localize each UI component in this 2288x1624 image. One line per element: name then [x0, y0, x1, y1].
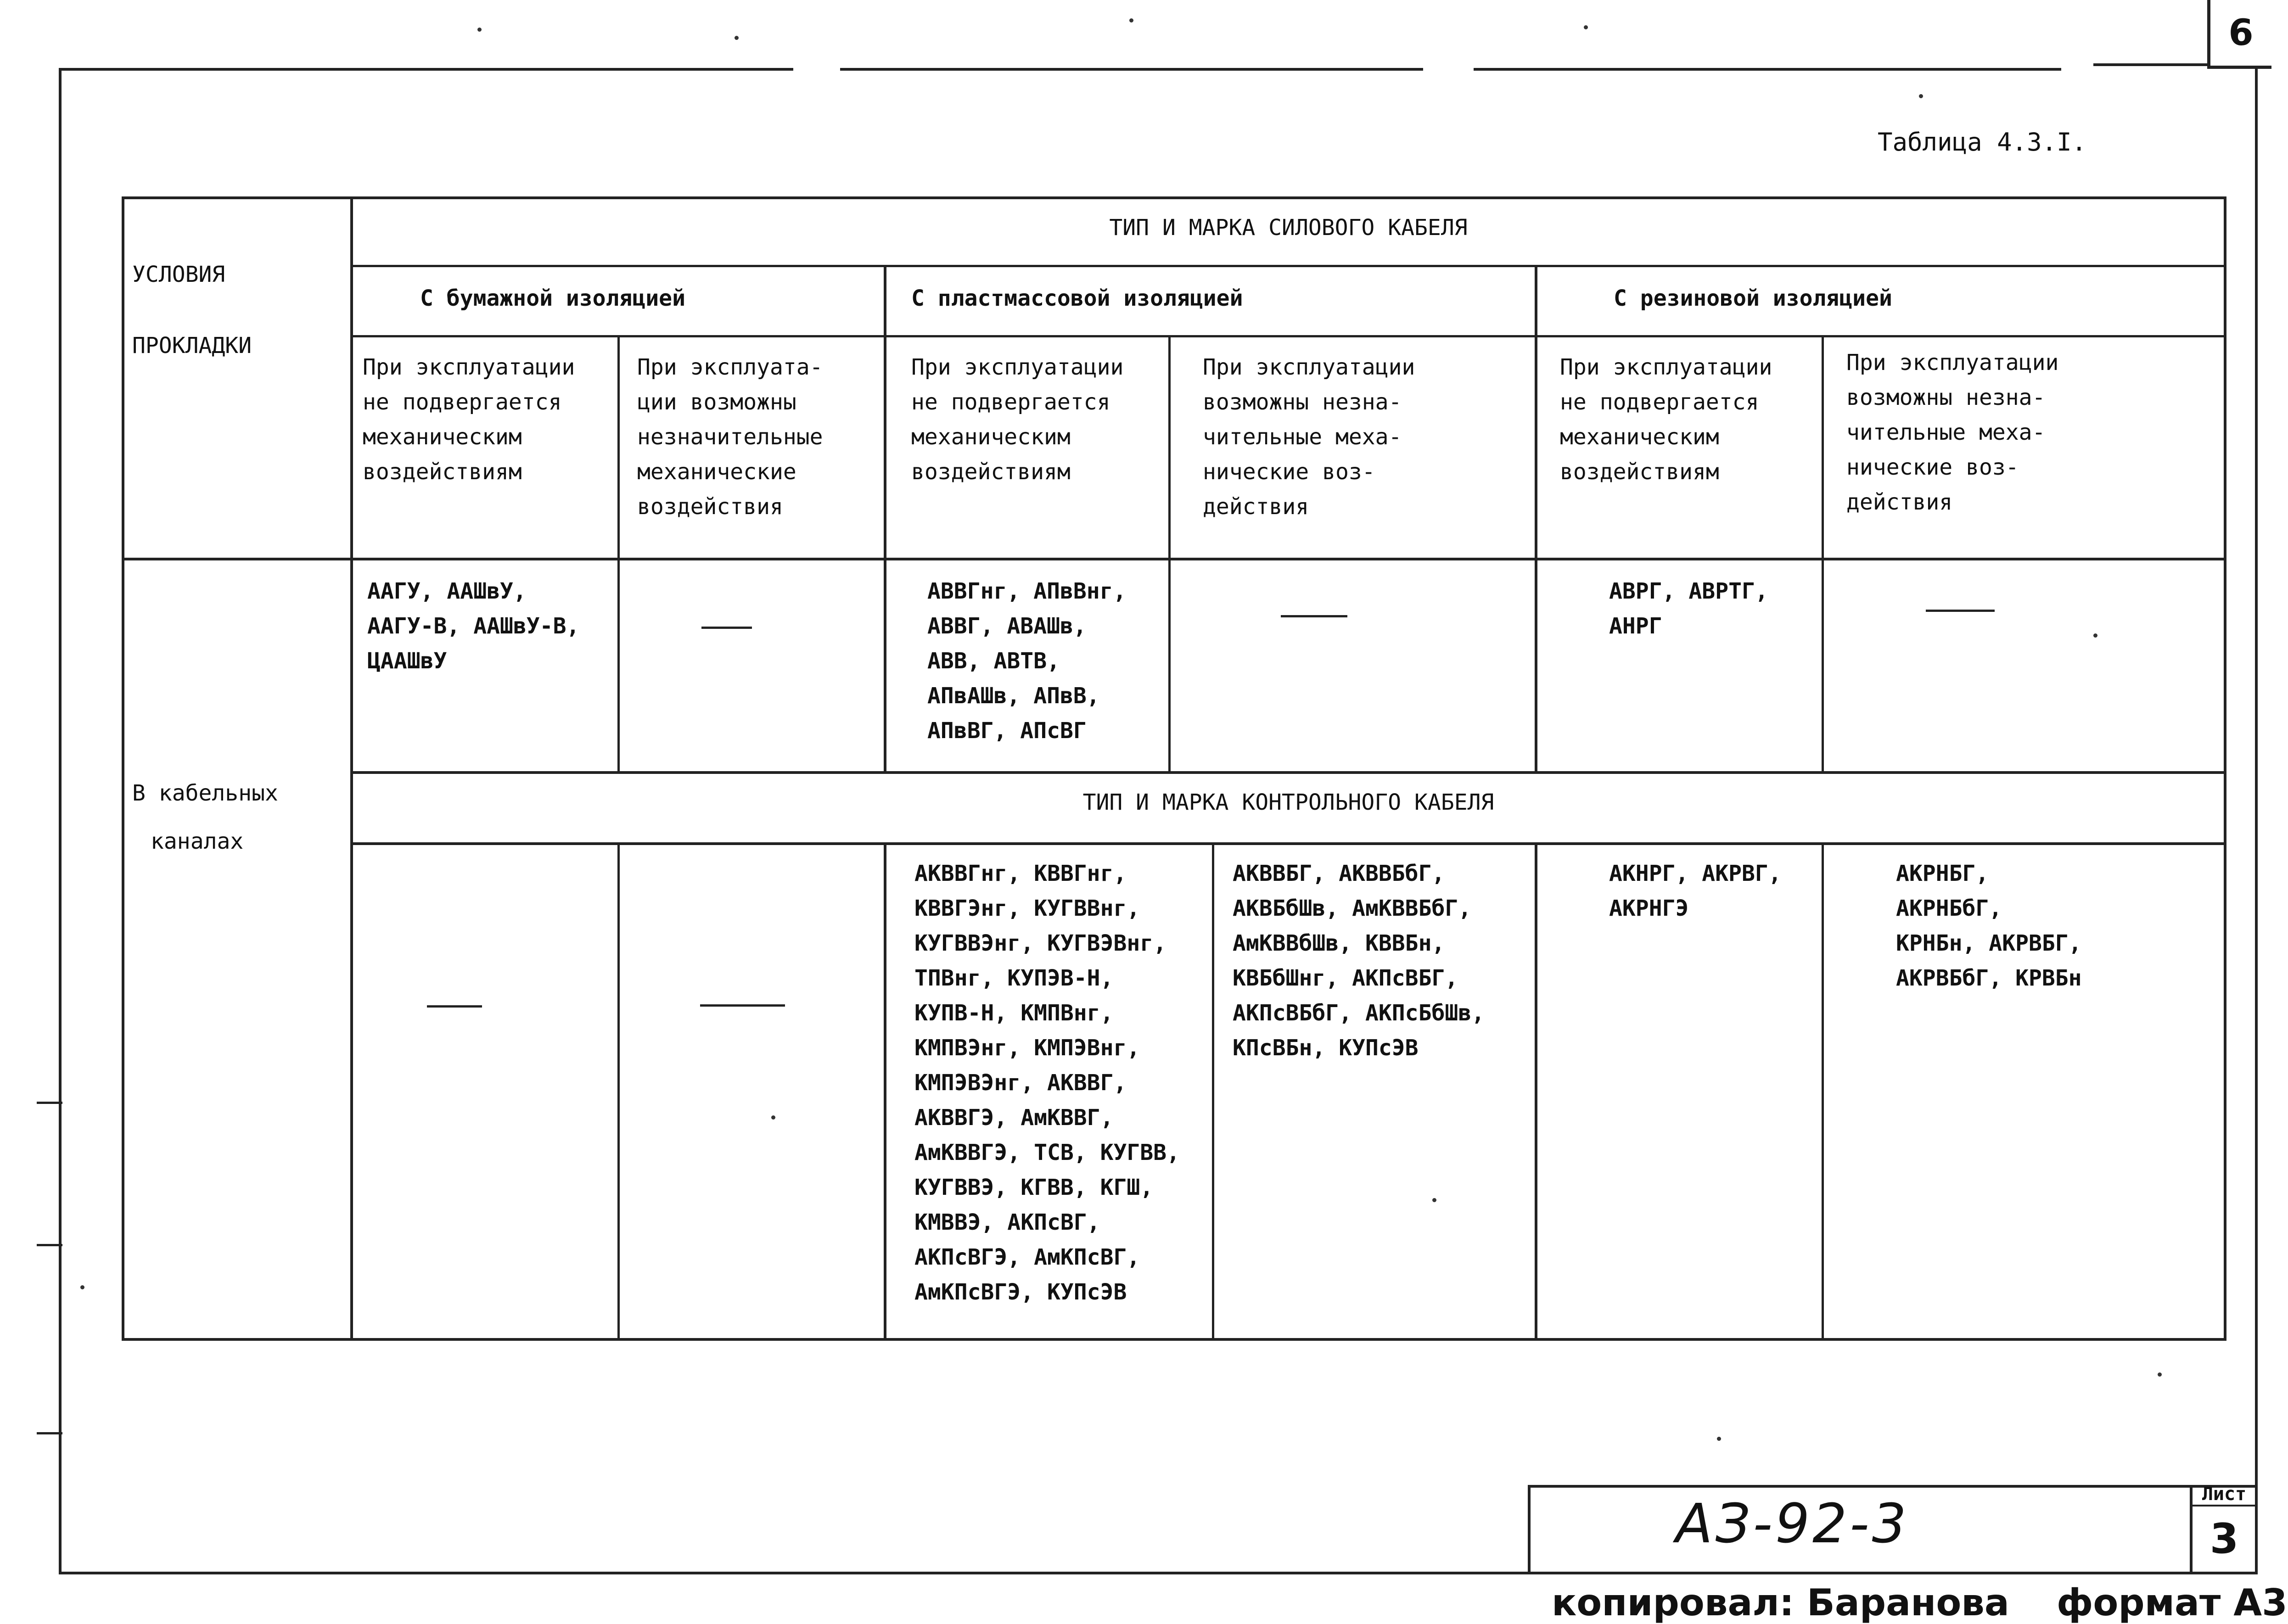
scan-speck [735, 36, 739, 40]
footer-copied-by: копировал: Баранова [1552, 1581, 2009, 1624]
scan-speck [477, 28, 482, 32]
col-line-control-4 [1535, 842, 1537, 1340]
col-line-control-5 [1822, 842, 1824, 1340]
col-line-rubber-sub [1822, 335, 1824, 773]
table-border-right [2224, 196, 2226, 1341]
col-line-control-3 [1212, 842, 1214, 1340]
row-line-conditions [122, 558, 2226, 560]
col-line-control-1 [617, 842, 620, 1340]
footer-format: формат А3 [2057, 1581, 2288, 1624]
condition-rubber-minor-impact: При эксплуатации возможны незна- чительные меха- нические воз- действия [1846, 350, 2059, 515]
scan-speck [2158, 1372, 2162, 1377]
col-line-plastic-sub [1168, 335, 1171, 773]
control-cables-col1-dash [427, 1005, 482, 1008]
power-cables-paper-minor-impact-dash [701, 627, 752, 629]
scan-speck [2093, 633, 2097, 638]
col-line-row-header [350, 196, 353, 1341]
page-number: 6 [2207, 0, 2271, 69]
power-cables-plastic-minor-impact-dash [1281, 615, 1347, 617]
scan-speck [1584, 25, 1588, 29]
power-cable-header: ТИП И МАРКА СИЛОВОГО КАБЕЛЯ [1109, 215, 1468, 241]
table-border-left [122, 196, 124, 1341]
power-cables-plastic-no-impact: АВВГнг, АПвВнг, АВВГ, АВАШв, АВВ, АВТВ, АПвАШв, АПвВ, АПвВГ, АПсВГ [927, 578, 1127, 744]
margin-tick [37, 1102, 62, 1104]
table-border-bottom [122, 1338, 2226, 1341]
margin-tick [37, 1432, 62, 1434]
power-cables-rubber-minor-impact-dash [1926, 610, 1995, 612]
table-border-top [122, 196, 2226, 199]
control-cables-plastic-minor-impact: АКВВБГ, АКВВБбГ, АКВБбШв, АмКВВБбГ, АмКВВбШв, КВВБн, КВБбШнг, АКПсВБГ, АКПсВБбГ, АКПсБбШв, КПсВБн, КУПсЭВ [1233, 861, 1485, 1061]
condition-rubber-no-impact: При эксплуатации не подвергается механическим воздействиям [1560, 354, 1772, 485]
scan-speck [1129, 18, 1133, 22]
sheet-label: Лист [2191, 1484, 2258, 1506]
scan-speck [80, 1285, 84, 1289]
col-line-control-2 [884, 842, 886, 1340]
col-line-paper-plastic [884, 265, 886, 773]
col-line-paper-sub [617, 335, 620, 773]
margin-tick [37, 1244, 62, 1246]
row-line-power-header [351, 265, 2226, 267]
scan-speck [771, 1115, 775, 1120]
row-line-control-header [351, 842, 2226, 845]
control-cables-rubber-no-impact: АКНРГ, АКРВГ, АКРНГЭ [1609, 861, 1782, 921]
laying-condition-line2: каналах [151, 829, 244, 854]
insulation-rubber: С резиновой изоляцией [1614, 286, 1892, 311]
row-header-line2: ПРОКЛАДКИ [132, 333, 252, 358]
condition-plastic-no-impact: При эксплуатации не подвергается механическим воздействиям [911, 354, 1124, 485]
condition-paper-minor-impact: При эксплуата- ции возможны незначительные механические воздействия [637, 354, 823, 520]
control-cable-header: ТИП И МАРКА КОНТРОЛЬНОГО КАБЕЛЯ [1082, 790, 1494, 815]
sheet-number: 3 [2209, 1515, 2239, 1563]
scan-speck [1717, 1437, 1721, 1441]
scan-speck [1919, 94, 1923, 98]
scan-speck [1432, 1198, 1436, 1202]
control-cables-rubber-minor-impact: АКРНБГ, АКРНБбГ, КРНБн, АКРВБГ, АКРВБбГ, КРВБн [1896, 861, 2082, 991]
col-line-plastic-rubber [1535, 265, 1537, 773]
insulation-paper: С бумажной изоляцией [420, 286, 685, 311]
condition-paper-no-impact: При эксплуатации не подвергается механическим воздействиям [363, 354, 575, 485]
table-title: Таблица 4.3.I. [1878, 128, 2087, 157]
insulation-plastic: С пластмассовой изоляцией [911, 286, 1243, 311]
power-cables-paper-no-impact: ААГУ, ААШвУ, ААГУ-В, ААШвУ-В, ЦААШвУ [367, 578, 580, 674]
row-header-line1: УСЛОВИЯ [132, 262, 225, 287]
control-cables-plastic-no-impact: АКВВГнг, КВВГнг, КВВГЭнг, КУГВВнг, КУГВВЭнг, КУГВЭВнг, ТПВнг, КУПЭВ-Н, КУПВ-Н, КМПВнг, КМПВЭнг, КМПЭВнг, КМПЭВЭнг, АКВВГ, АКВВГЭ, АмКВВГ, АмКВВГЭ, ТСВ, КУГВВ, КУГВВЭ, КГВВ, КГШ, КМВВЭ, АКПсВГ, АКПсВГЭ, АмКПсВГ, АмКПсВГЭ, КУПсЭВ [914, 861, 1180, 1305]
power-cables-rubber-no-impact: АВРГ, АВРТГ, АНРГ [1609, 578, 1768, 639]
top-edge-line [2093, 63, 2208, 66]
document-code: АЗ-92-3 [1676, 1492, 1909, 1555]
row-line-power-cables [351, 771, 2226, 774]
condition-plastic-minor-impact: При эксплуатации возможны незна- чительные меха- нические воз- действия [1203, 354, 1415, 520]
control-cables-col2-dash [700, 1004, 785, 1007]
row-line-insulation [351, 335, 2226, 337]
laying-condition-line1: В кабельных [132, 780, 278, 806]
